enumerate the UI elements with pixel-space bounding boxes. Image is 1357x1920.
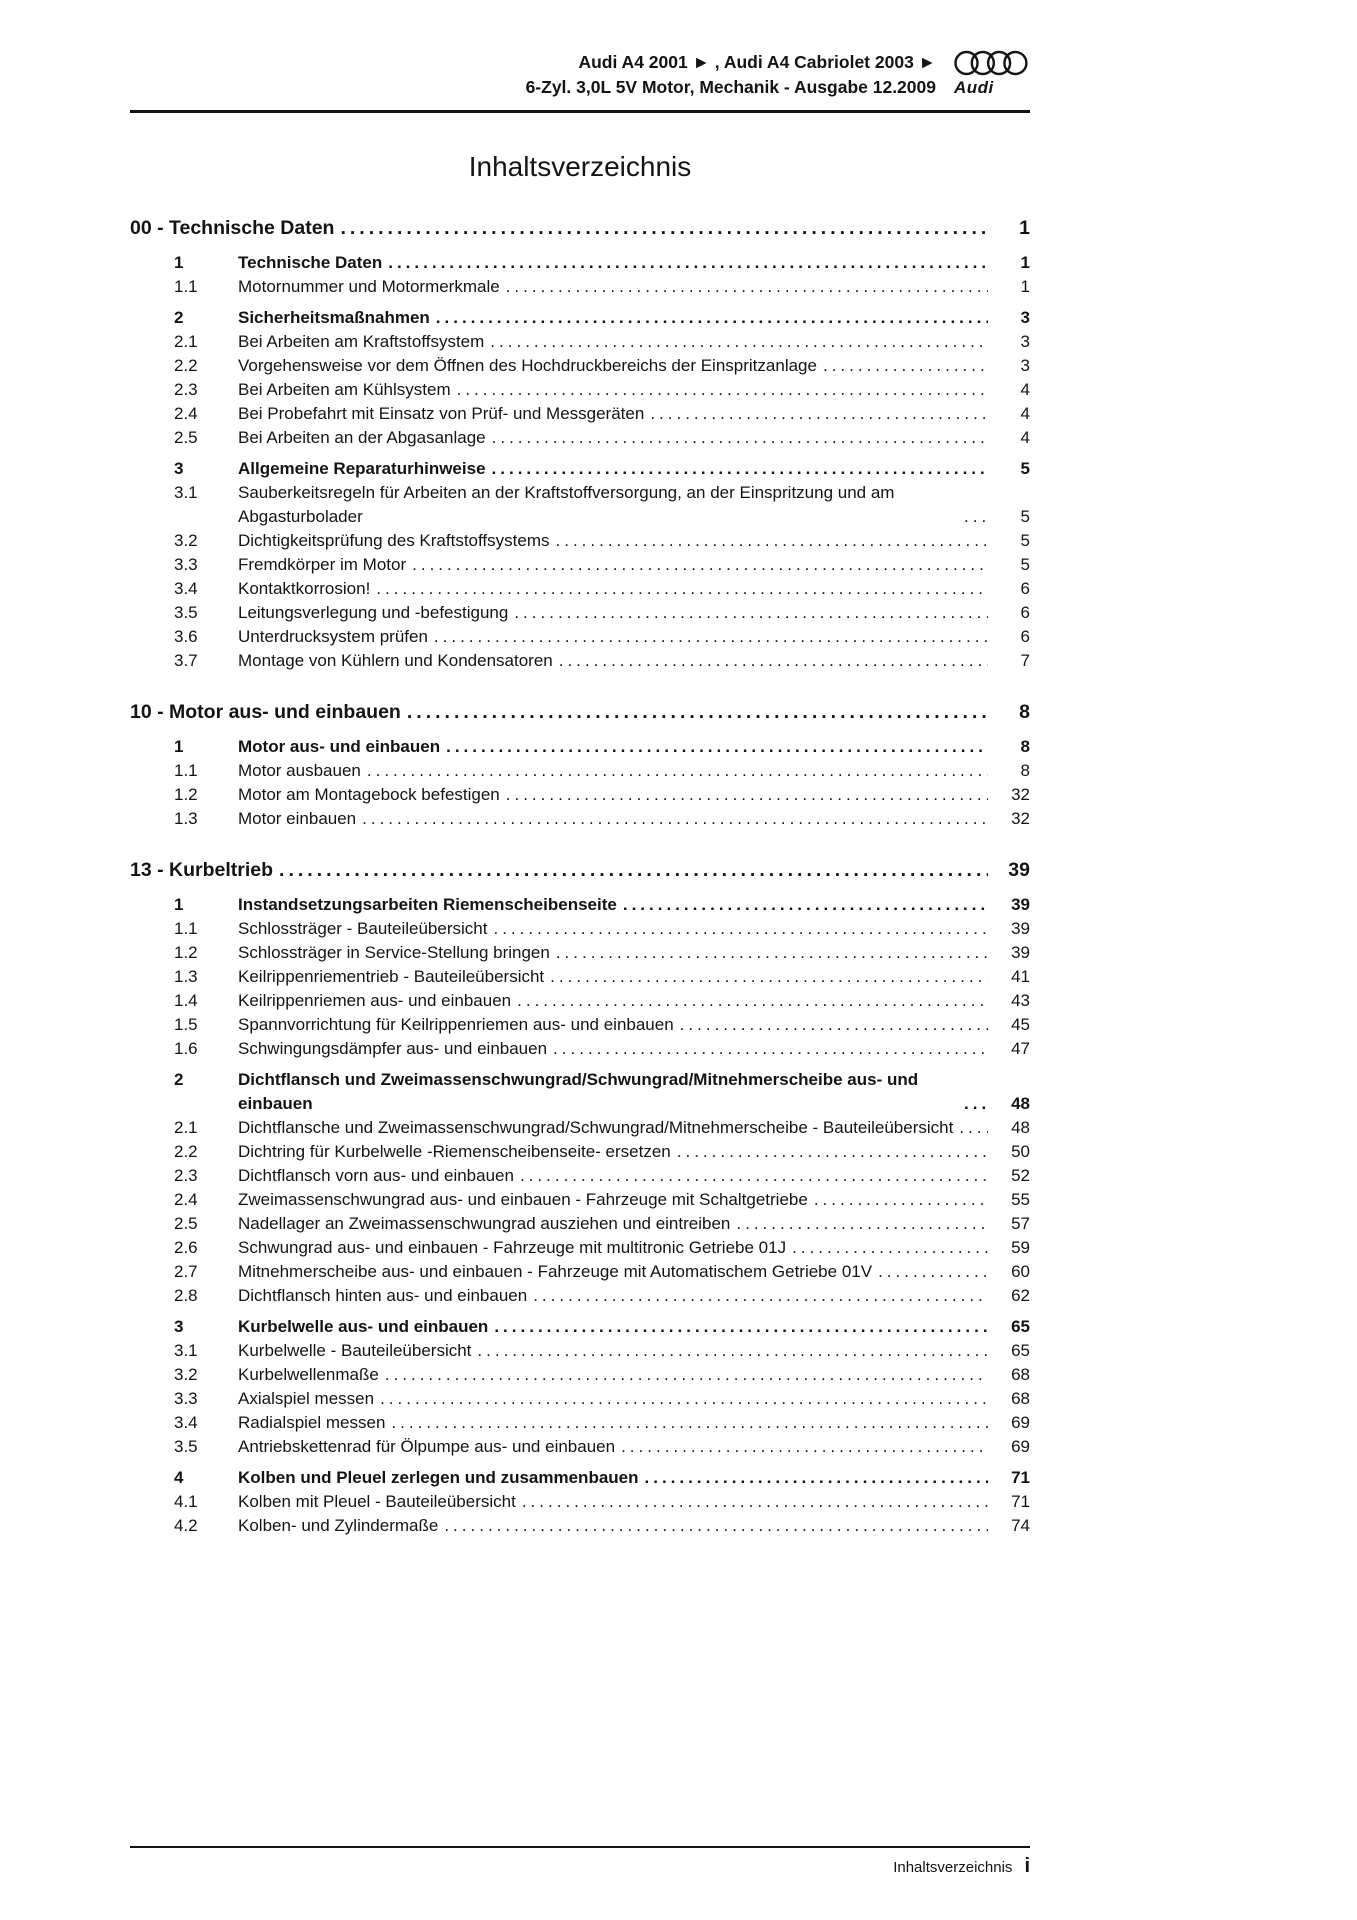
entry-number: 1.3 [174, 967, 198, 986]
dot-leader [556, 529, 989, 553]
toc-entry [130, 1013, 1030, 1037]
entry-title: Kurbelwelle aus- und einbauen [238, 1317, 489, 1336]
toc-entry [130, 1164, 1030, 1188]
section-title: 13 - Kurbeltrieb [130, 859, 274, 881]
dot-leader [533, 1284, 988, 1308]
dot-leader [362, 807, 988, 831]
toc-entry [130, 553, 1030, 577]
dot-leader [792, 1236, 988, 1260]
entry-title: Bei Arbeiten am Kraftstoffsystem [238, 332, 485, 351]
toc-entry [130, 1188, 1030, 1212]
toc-entry [130, 251, 1030, 275]
entry-title: Dichtring für Kurbelwelle -Riemenscheibenseite- ersetzen [238, 1142, 671, 1161]
entry-page: 43 [1011, 991, 1030, 1010]
toc-entry [130, 1236, 1030, 1260]
entry-page: 39 [1011, 919, 1030, 938]
entry-title: Dichtflansch vorn aus- und einbauen [238, 1166, 514, 1185]
entry-number: 3.4 [174, 1413, 198, 1432]
toc-entry [130, 457, 1030, 481]
dot-leader [964, 505, 988, 529]
toc-entry [130, 1363, 1030, 1387]
entry-title: Nadellager an Zweimassenschwungrad ausziehen und eintreiben [238, 1214, 731, 1233]
entry-page: 4 [1020, 404, 1030, 423]
dot-leader [550, 965, 988, 989]
toc-entry [130, 1435, 1030, 1459]
dot-leader [457, 378, 988, 402]
entry-title: Schlossträger in Service-Stellung bringen [238, 943, 550, 962]
dot-leader [559, 649, 988, 673]
dot-leader [279, 857, 988, 884]
entry-title: Fremdkörper im Motor [238, 555, 407, 574]
dot-leader [680, 1013, 988, 1037]
entry-number: 2.5 [174, 428, 198, 447]
toc-entry [130, 275, 1030, 299]
entry-number: 1.5 [174, 1015, 198, 1034]
entry-page: 62 [1011, 1286, 1030, 1305]
page-title: Inhaltsverzeichnis [468, 151, 692, 182]
toc-entry [130, 1068, 1030, 1116]
entry-title: Dichtigkeitsprüfung des Kraftstoffsystems [238, 531, 550, 550]
entry-number: 1.1 [174, 919, 198, 938]
header-text [526, 50, 936, 100]
toc-entry [130, 306, 1030, 330]
entry-number: 3.6 [174, 627, 198, 646]
audi-wordmark: Audi [954, 78, 994, 97]
entry-page: 69 [1011, 1413, 1030, 1432]
entry-number: 4 [174, 1468, 184, 1487]
entry-page: 4 [1020, 380, 1030, 399]
toc-entry [130, 1212, 1030, 1236]
entry-page: 68 [1011, 1365, 1030, 1384]
toc-entry [130, 1387, 1030, 1411]
entry-title: Bei Probefahrt mit Einsatz von Prüf- und Messgeräten [238, 404, 645, 423]
dot-leader [492, 457, 988, 481]
entry-title: Kolben und Pleuel zerlegen und zusammenbauen [238, 1468, 639, 1487]
entry-page: 74 [1011, 1516, 1030, 1535]
section-title: 00 - Technische Daten [130, 217, 335, 239]
toc-entry [130, 1411, 1030, 1435]
entry-number: 2.1 [174, 332, 198, 351]
entry-page: 32 [1011, 809, 1030, 828]
entry-title: Kolben- und Zylindermaße [238, 1516, 439, 1535]
dot-leader [340, 215, 988, 242]
dot-leader [493, 917, 988, 941]
entry-number: 1.1 [174, 761, 198, 780]
dot-leader [645, 1466, 988, 1490]
entry-page: 8 [1020, 737, 1030, 756]
entry-title: Kurbelwelle - Bauteileübersicht [238, 1341, 472, 1360]
entry-number: 1.4 [174, 991, 198, 1010]
entry-number: 2.3 [174, 1166, 198, 1185]
entry-number: 2.4 [174, 1190, 198, 1209]
page-footer [130, 1846, 1030, 1878]
toc-entry [130, 529, 1030, 553]
toc-entry [130, 330, 1030, 354]
entry-page: 52 [1011, 1166, 1030, 1185]
dot-leader [506, 783, 988, 807]
entry-page: 3 [1020, 356, 1030, 375]
dot-leader [553, 1037, 988, 1061]
audi-rings-icon [954, 50, 1028, 76]
entry-title: Radialspiel messen [238, 1413, 386, 1432]
entry-page: 3 [1020, 308, 1030, 327]
dot-leader [823, 354, 988, 378]
audi-logo [954, 50, 1030, 98]
section-heading [130, 857, 1030, 884]
toc-entry [130, 1037, 1030, 1061]
entry-title: Bei Arbeiten am Kühlsystem [238, 380, 451, 399]
entry-title: Montage von Kühlern und Kondensatoren [238, 651, 553, 670]
toc-entry [130, 965, 1030, 989]
toc-entry [130, 759, 1030, 783]
entry-page: 6 [1020, 579, 1030, 598]
entry-page: 68 [1011, 1389, 1030, 1408]
entry-title: Motor einbauen [238, 809, 357, 828]
entry-page: 41 [1011, 967, 1030, 986]
toc-entry [130, 577, 1030, 601]
entry-page: 4 [1020, 428, 1030, 447]
toc-entry [130, 1514, 1030, 1538]
dot-leader [380, 1387, 988, 1411]
entry-page: 59 [1011, 1238, 1030, 1257]
entry-number: 2.5 [174, 1214, 198, 1233]
entry-title: Dichtflansche und Zweimassenschwungrad/Schwungrad/Mitnehmerscheibe - Bauteileübersicht [238, 1118, 954, 1137]
toc-entry [130, 601, 1030, 625]
dot-leader [385, 1363, 988, 1387]
dot-leader [959, 1116, 988, 1140]
dot-leader [623, 893, 988, 917]
entry-page: 45 [1011, 1015, 1030, 1034]
entry-number: 2 [174, 1070, 184, 1089]
toc-entry [130, 1116, 1030, 1140]
dot-leader [964, 1092, 988, 1116]
entry-title: Unterdrucksystem prüfen [238, 627, 428, 646]
entry-number: 3.3 [174, 555, 198, 574]
entry-number: 3.1 [174, 483, 198, 502]
dot-leader [367, 759, 988, 783]
toc-entry [130, 426, 1030, 450]
entry-page: 48 [1011, 1094, 1030, 1113]
table-of-contents [130, 215, 1030, 1538]
entry-number: 3.7 [174, 651, 198, 670]
entry-number: 2.1 [174, 1118, 198, 1137]
dot-leader [621, 1435, 988, 1459]
entry-title: Motor aus- und einbauen [238, 737, 441, 756]
dot-leader [650, 402, 988, 426]
entry-title: Schlossträger - Bauteileübersicht [238, 919, 488, 938]
dot-leader [517, 989, 988, 1013]
section-heading [130, 699, 1030, 726]
entry-number: 1.1 [174, 277, 198, 296]
entry-number: 1.2 [174, 785, 198, 804]
dot-leader [388, 251, 988, 275]
entry-title: Zweimassenschwungrad aus- und einbauen - Fahrzeuge mit Schaltgetriebe [238, 1190, 808, 1209]
toc-entry [130, 1490, 1030, 1514]
entry-page: 1 [1020, 253, 1030, 272]
entry-number: 1 [174, 895, 184, 914]
footer-label: Inhaltsverzeichnis [893, 1859, 1013, 1876]
entry-page: 71 [1011, 1468, 1030, 1487]
entry-page: 5 [1020, 459, 1030, 478]
entry-title: Sicherheitsmaßnahmen [238, 308, 430, 327]
entry-page: 71 [1011, 1492, 1030, 1511]
entry-number: 2.2 [174, 1142, 198, 1161]
toc-entry [130, 735, 1030, 759]
entry-title: Motor ausbauen [238, 761, 361, 780]
dot-leader [878, 1260, 988, 1284]
entry-number: 1 [174, 253, 184, 272]
entry-page: 3 [1020, 332, 1030, 351]
toc-entry [130, 649, 1030, 673]
entry-page: 7 [1020, 651, 1030, 670]
toc-entry [130, 1284, 1030, 1308]
toc-entry [130, 807, 1030, 831]
dot-leader [494, 1315, 988, 1339]
entry-number: 4.2 [174, 1516, 198, 1535]
entry-page: 8 [1020, 761, 1030, 780]
page-content [130, 0, 1030, 1538]
entry-page: 5 [1020, 507, 1030, 526]
entry-title: Keilrippenriemen aus- und einbauen [238, 991, 512, 1010]
entry-number: 3.2 [174, 531, 198, 550]
entry-page: 1 [1020, 277, 1030, 296]
entry-page: 39 [1011, 895, 1030, 914]
dot-leader [736, 1212, 988, 1236]
entry-number: 3.5 [174, 1437, 198, 1456]
entry-number: 4.1 [174, 1492, 198, 1511]
dot-leader [407, 699, 988, 726]
entry-number: 3 [174, 1317, 184, 1336]
entry-number: 2.3 [174, 380, 198, 399]
entry-page: 39 [1011, 943, 1030, 962]
dot-leader [477, 1339, 988, 1363]
entry-number: 1.3 [174, 809, 198, 828]
entry-title: Keilrippenriementrieb - Bauteileübersicht [238, 967, 545, 986]
entry-title: Vorgehensweise vor dem Öffnen des Hochdruckbereichs der Einspritzanlage [238, 356, 817, 375]
entry-page: 69 [1011, 1437, 1030, 1456]
toc-entry [130, 989, 1030, 1013]
entry-title: Allgemeine Reparaturhinweise [238, 459, 486, 478]
dot-leader [556, 941, 988, 965]
entry-title: Motornummer und Motormerkmale [238, 277, 500, 296]
dot-leader [446, 735, 988, 759]
entry-page: 55 [1011, 1190, 1030, 1209]
entry-title: Kontaktkorrosion! [238, 579, 371, 598]
header-subtitle: 6-Zyl. 3,0L 5V Motor, Mechanik - Ausgabe 12.2009 [525, 77, 936, 97]
entry-number: 2.8 [174, 1286, 198, 1305]
entry-number: 2 [174, 308, 184, 327]
entry-title: Dichtflansch und Zweimassenschwungrad/Schwungrad/Mitnehmerscheibe aus- und einbauen [238, 1070, 919, 1113]
toc-entry [130, 354, 1030, 378]
dot-leader [492, 426, 988, 450]
section-page: 8 [1019, 701, 1030, 723]
section-page: 39 [1008, 859, 1030, 881]
entry-title: Motor am Montagebock befestigen [238, 785, 500, 804]
entry-page: 57 [1011, 1214, 1030, 1233]
footer-page-number: i [1024, 1855, 1030, 1877]
entry-page: 48 [1011, 1118, 1030, 1137]
toc-entry [130, 1260, 1030, 1284]
entry-title: Schwungrad aus- und einbauen - Fahrzeuge mit multitronic Getriebe 01J [238, 1238, 787, 1257]
entry-number: 2.2 [174, 356, 198, 375]
toc-entry [130, 625, 1030, 649]
entry-title: Antriebskettenrad für Ölpumpe aus- und einbauen [238, 1437, 616, 1456]
dot-leader [520, 1164, 988, 1188]
entry-number: 1.6 [174, 1039, 198, 1058]
entry-page: 50 [1011, 1142, 1030, 1161]
entry-number: 3.5 [174, 603, 198, 622]
section-title: 10 - Motor aus- und einbauen [130, 701, 401, 723]
entry-title: Bei Arbeiten an der Abgasanlage [238, 428, 486, 447]
entry-title: Technische Daten [238, 253, 383, 272]
dot-leader [444, 1514, 988, 1538]
toc-entry [130, 941, 1030, 965]
section-page: 1 [1019, 217, 1030, 239]
entry-number: 1.2 [174, 943, 198, 962]
entry-number: 3 [174, 459, 184, 478]
entry-page: 5 [1020, 555, 1030, 574]
entry-page: 47 [1011, 1039, 1030, 1058]
entry-page: 60 [1011, 1262, 1030, 1281]
toc-entry [130, 481, 1030, 529]
entry-number: 2.4 [174, 404, 198, 423]
entry-page: 6 [1020, 627, 1030, 646]
toc-entry [130, 1315, 1030, 1339]
toc-section [130, 215, 1030, 673]
dot-leader [436, 306, 988, 330]
toc-entry [130, 893, 1030, 917]
dot-leader [814, 1188, 988, 1212]
toc-entry [130, 1466, 1030, 1490]
entry-number: 1 [174, 737, 184, 756]
entry-number: 2.6 [174, 1238, 198, 1257]
entry-number: 3.2 [174, 1365, 198, 1384]
page-header [130, 0, 1030, 113]
entry-page: 65 [1011, 1341, 1030, 1360]
entry-title: Leitungsverlegung und -befestigung [238, 603, 509, 622]
dot-leader [391, 1411, 988, 1435]
entry-title: Schwingungsdämpfer aus- und einbauen [238, 1039, 548, 1058]
toc-entry [130, 1140, 1030, 1164]
entry-number: 2.7 [174, 1262, 198, 1281]
section-heading [130, 215, 1030, 242]
entry-page: 65 [1011, 1317, 1030, 1336]
entry-title: Mitnehmerscheibe aus- und einbauen - Fahrzeuge mit Automatischem Getriebe 01V [238, 1262, 873, 1281]
entry-page: 5 [1020, 531, 1030, 550]
dot-leader [490, 330, 988, 354]
toc-entry [130, 402, 1030, 426]
dot-leader [677, 1140, 988, 1164]
dot-leader [376, 577, 988, 601]
entry-title: Kolben mit Pleuel - Bauteileübersicht [238, 1492, 516, 1511]
entry-number: 3.3 [174, 1389, 198, 1408]
entry-number: 3.1 [174, 1341, 198, 1360]
entry-title: Kurbelwellenmaße [238, 1365, 379, 1384]
entry-number: 3.4 [174, 579, 198, 598]
entry-page: 6 [1020, 603, 1030, 622]
toc-section [130, 699, 1030, 831]
dot-leader [522, 1490, 988, 1514]
dot-leader [412, 553, 988, 577]
toc-entry [130, 917, 1030, 941]
entry-title: Instandsetzungsarbeiten Riemenscheibenseite [238, 895, 617, 914]
entry-title: Dichtflansch hinten aus- und einbauen [238, 1286, 528, 1305]
toc-entry [130, 783, 1030, 807]
toc-section [130, 857, 1030, 1538]
toc-entry [130, 1339, 1030, 1363]
entry-title: Spannvorrichtung für Keilrippenriemen aus- und einbauen [238, 1015, 674, 1034]
dot-leader [514, 601, 988, 625]
header-models: Audi A4 2001 ► , Audi A4 Cabriolet 2003 ► [578, 52, 936, 72]
dot-leader [434, 625, 988, 649]
toc-entry [130, 378, 1030, 402]
entry-page: 32 [1011, 785, 1030, 804]
entry-title: Axialspiel messen [238, 1389, 375, 1408]
entry-title: Sauberkeitsregeln für Arbeiten an der Kraftstoffversorgung, an der Einspritzung und am Abgasturbolader [238, 483, 895, 526]
dot-leader [506, 275, 988, 299]
